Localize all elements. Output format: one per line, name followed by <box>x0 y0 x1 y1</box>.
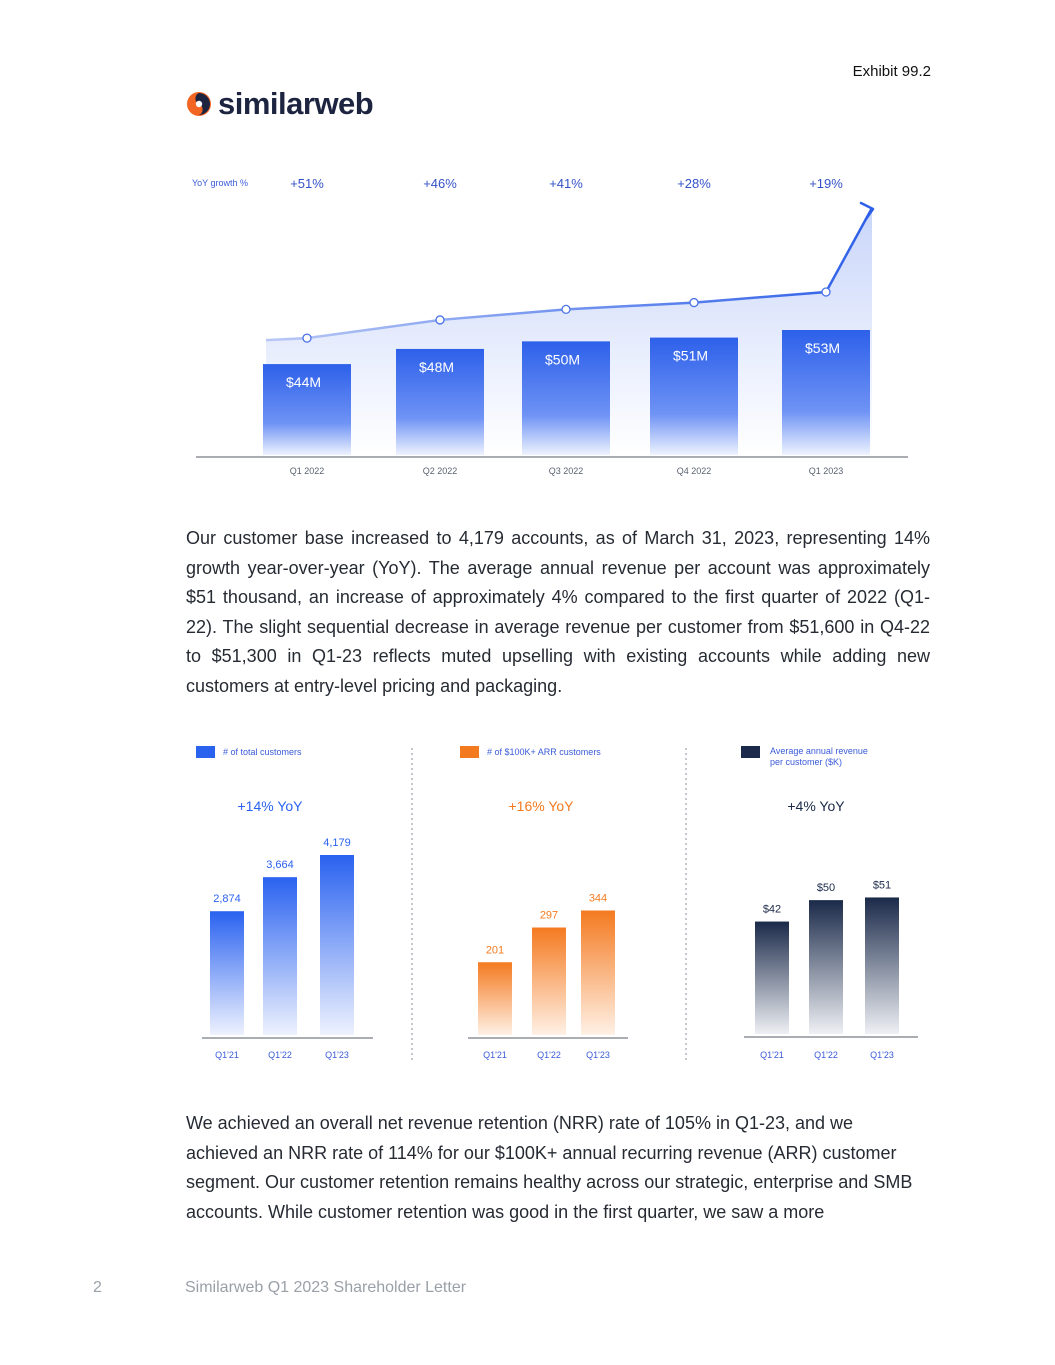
100k-customers-value-1: 201 <box>485 944 505 957</box>
logo-wordmark: similarweb <box>218 86 374 121</box>
x-tick-label-3: Q3 2022 <box>548 466 584 476</box>
100k-customers-value-3: 344 <box>588 892 608 905</box>
page-number: 2 <box>93 1279 102 1296</box>
growth-label-5: +19% <box>809 176 843 191</box>
yoy-total-customers: +14% YoY <box>237 798 303 814</box>
growth-label-2: +46% <box>423 176 457 191</box>
revenue-bar-label-1: $44M <box>286 374 322 391</box>
total-customers-value-2: 3,664 <box>266 859 294 872</box>
total-customers-x-label-3: Q1'23 <box>325 1050 349 1060</box>
trend-point-4 <box>690 299 698 307</box>
x-tick-label-4: Q4 2022 <box>676 466 712 476</box>
legend-avg-revenue-line2: per customer ($K) <box>770 757 843 767</box>
x-tick-label-5: Q1 2023 <box>808 466 844 476</box>
similarweb-logo-icon <box>186 91 212 117</box>
revenue-bar-label-3: $50M <box>545 351 581 368</box>
total-customers-x-label-2: Q1'22 <box>268 1050 292 1060</box>
100k-customers-x-label-1: Q1'21 <box>483 1050 507 1060</box>
avg-revenue-x-label-3: Q1'23 <box>870 1050 894 1060</box>
revenue-bar-label-5: $53M <box>805 340 841 356</box>
avg-revenue-value-1: $42 <box>762 903 782 916</box>
growth-label-1: +51% <box>290 176 324 191</box>
legend-total-customers: # of total customers <box>223 747 302 757</box>
yoy-avg-revenue: +4% YoY <box>787 798 845 814</box>
100k-customers-bar-2 <box>532 928 566 1035</box>
total-customers-bar-2 <box>263 877 297 1035</box>
trend-point-2 <box>436 316 444 324</box>
footer-title: Similarweb Q1 2023 Shareholder Letter <box>185 1279 467 1296</box>
100k-customers-bar-1 <box>478 962 512 1035</box>
avg-revenue-x-label-2: Q1'22 <box>814 1050 838 1060</box>
revenue-bar-label-4: $51M <box>673 347 709 364</box>
total-customers-bar-1 <box>210 911 244 1035</box>
x-tick-label-1: Q1 2022 <box>289 466 325 476</box>
revenue-bar-label-2: $48M <box>419 358 455 375</box>
100k-customers-x-label-3: Q1'23 <box>586 1050 610 1060</box>
revenue-chart <box>186 165 916 485</box>
avg-revenue-value-3: $51 <box>872 879 892 892</box>
legend-swatch-avg-revenue <box>741 746 760 758</box>
paragraph-customer-base: Our customer base increased to 4,179 accounts, as of March 31, 2023, representing 14% growth year-over-year (YoY). The average annual revenue per account was approximately $51 thousand, an increase of approximately 4% compared to the first quarter of 2022 (Q1-22). The slight sequential decrease in average revenue per customer from $51,600 in Q4-22 to $51,300 in Q1-23 reflects muted upselling with existing accounts while adding new customers at entry-level pricing and packaging. <box>186 528 930 696</box>
total-customers-x-label-1: Q1'21 <box>215 1050 239 1060</box>
avg-revenue-x-label-1: Q1'21 <box>760 1050 784 1060</box>
growth-label-3: +41% <box>549 176 583 191</box>
paragraph-retention: We achieved an overall net revenue retention (NRR) rate of 105% in Q1-23, and we achieved an NRR rate of 114% for our $100K+ annual recurring revenue (ARR) customer segment. Our customer retention remains healthy across our strategic, enterprise and SMB accounts. While customer retention was good in the first quarter, we saw a more <box>186 1113 913 1222</box>
trend-point-1 <box>303 334 311 342</box>
company-logo <box>186 86 373 122</box>
100k-customers-bar-3 <box>581 911 615 1035</box>
customer-metrics-charts <box>186 730 930 1070</box>
avg-revenue-bar-3 <box>865 897 899 1034</box>
legend-100k-customers: # of $100K+ ARR customers <box>487 747 601 757</box>
legend-avg-revenue-line1: Average annual revenue <box>770 746 868 756</box>
avg-revenue-bar-1 <box>755 922 789 1034</box>
avg-revenue-value-2: $50 <box>816 882 836 895</box>
total-customers-bar-3 <box>320 855 354 1035</box>
100k-customers-x-label-2: Q1'22 <box>537 1050 561 1060</box>
trend-point-3 <box>562 305 570 313</box>
growth-label-4: +28% <box>677 176 711 191</box>
yoy-100k-customers: +16% YoY <box>508 798 574 814</box>
total-customers-value-1: 2,874 <box>213 893 241 906</box>
trend-point-5 <box>822 288 830 296</box>
legend-swatch-total-customers <box>196 746 215 758</box>
total-customers-value-3: 4,179 <box>323 837 351 849</box>
growth-axis-label: YoY growth % <box>192 178 249 188</box>
avg-revenue-bar-2 <box>809 900 843 1034</box>
x-tick-label-2: Q2 2022 <box>422 466 458 476</box>
legend-swatch-100k-customers <box>460 746 479 758</box>
100k-customers-value-2: 297 <box>539 909 559 922</box>
exhibit-label: Exhibit 99.2 <box>852 63 931 80</box>
